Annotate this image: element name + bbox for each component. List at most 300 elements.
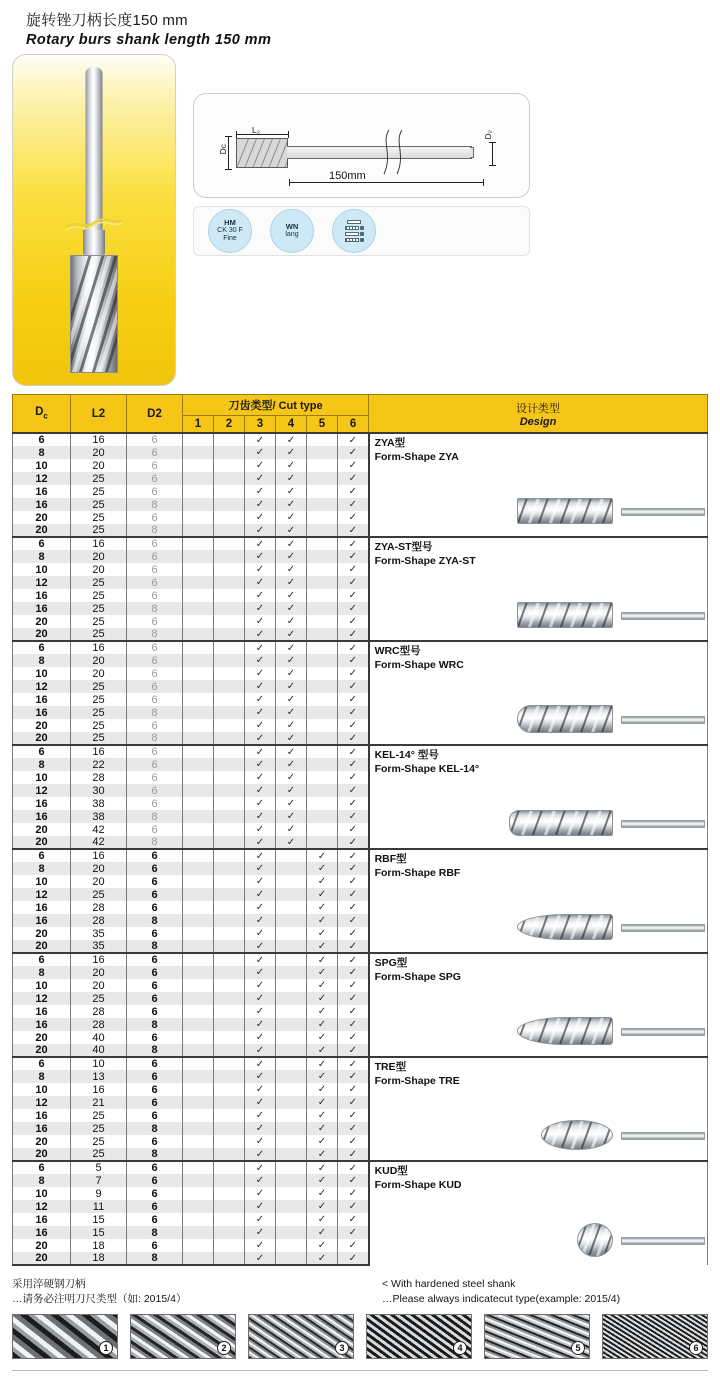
cell-cut-4 [276, 1148, 307, 1161]
cell-d2: 6 [127, 966, 183, 979]
cut-type-sample-1 [12, 1314, 118, 1359]
cell-cut-4-checked: ✓ [276, 446, 307, 459]
cell-cut-6-checked: ✓ [338, 550, 369, 563]
cell-cut-2 [214, 1239, 245, 1252]
cell-cut-5-checked: ✓ [307, 914, 338, 927]
cell-cut-5 [307, 576, 338, 589]
badge-material-line3: Fine [223, 235, 237, 243]
cell-cut-4-checked: ✓ [276, 472, 307, 485]
cell-cut-3-checked: ✓ [245, 485, 276, 498]
cell-cut-5-checked: ✓ [307, 1148, 338, 1161]
cell-cut-2 [214, 745, 245, 758]
burr-head [517, 914, 613, 940]
product-photo-card [12, 54, 176, 386]
cell-cut-5 [307, 719, 338, 732]
cell-l2: 25 [71, 719, 127, 732]
cell-cut-5 [307, 823, 338, 836]
cell-l2: 7 [71, 1174, 127, 1187]
cut-type-sample-5 [484, 1314, 590, 1359]
cell-d2: 6 [127, 953, 183, 966]
cell-cut-2 [214, 641, 245, 654]
cell-d2: 6 [127, 1200, 183, 1213]
cell-cut-4 [276, 1239, 307, 1252]
cell-cut-6-checked: ✓ [338, 537, 369, 550]
cell-dc: 10 [13, 1083, 71, 1096]
cell-cut-3-checked: ✓ [245, 797, 276, 810]
cell-cut-5 [307, 797, 338, 810]
cell-cut-2 [214, 992, 245, 1005]
cell-cut-6-checked: ✓ [338, 914, 369, 927]
cell-cut-6-checked: ✓ [338, 927, 369, 940]
cell-cut-6-checked: ✓ [338, 1122, 369, 1135]
cell-cut-3-checked: ✓ [245, 1187, 276, 1200]
cell-cut-4-checked: ✓ [276, 498, 307, 511]
cell-l2: 20 [71, 550, 127, 563]
cell-cut-3-checked: ✓ [245, 1057, 276, 1070]
cell-cut-2 [214, 979, 245, 992]
cell-dc: 20 [13, 1044, 71, 1057]
cell-d2: 8 [127, 1252, 183, 1265]
cell-cut-4-checked: ✓ [276, 680, 307, 693]
cell-cut-2 [214, 615, 245, 628]
cell-cut-3-checked: ✓ [245, 1174, 276, 1187]
cell-cut-6-checked: ✓ [338, 849, 369, 862]
cell-cut-6-checked: ✓ [338, 836, 369, 849]
cell-cut-4 [276, 1200, 307, 1213]
cell-cut-1 [183, 1083, 214, 1096]
cell-cut-2 [214, 1044, 245, 1057]
cell-l2: 25 [71, 1109, 127, 1122]
cell-dc: 20 [13, 927, 71, 940]
design-label-cn: KEL-14° 型号 [374, 749, 439, 761]
cell-cut-2 [214, 654, 245, 667]
cell-dc: 16 [13, 1122, 71, 1135]
cell-cut-6-checked: ✓ [338, 862, 369, 875]
cell-design-4 [369, 745, 708, 849]
cell-cut-1 [183, 1122, 214, 1135]
cell-cut-2 [214, 524, 245, 537]
cell-cut-2 [214, 1070, 245, 1083]
cell-l2: 16 [71, 1083, 127, 1096]
cell-cut-5-checked: ✓ [307, 1174, 338, 1187]
cell-cut-4 [276, 1018, 307, 1031]
cut-type-number-badge: 3 [335, 1341, 349, 1355]
cell-l2: 25 [71, 693, 127, 706]
cell-cut-1 [183, 1174, 214, 1187]
cell-cut-6-checked: ✓ [338, 1161, 369, 1174]
cell-cut-3-checked: ✓ [245, 836, 276, 849]
cell-cut-4 [276, 849, 307, 862]
cell-cut-2 [214, 836, 245, 849]
col-header-cut-type: 刀齿类型/ Cut type [183, 395, 369, 416]
cell-dc: 20 [13, 732, 71, 745]
cell-cut-6-checked: ✓ [338, 1252, 369, 1265]
product-neck [83, 230, 105, 258]
cell-cut-5-checked: ✓ [307, 901, 338, 914]
cell-d2: 6 [127, 615, 183, 628]
cell-l2: 30 [71, 784, 127, 797]
cell-d2: 8 [127, 1148, 183, 1161]
cell-l2: 16 [71, 849, 127, 862]
cell-dc: 12 [13, 888, 71, 901]
specification-table-wrap [12, 394, 708, 1266]
cell-cut-1 [183, 1070, 214, 1083]
cell-cut-3-checked: ✓ [245, 498, 276, 511]
cell-cut-4-checked: ✓ [276, 706, 307, 719]
cell-cut-6-checked: ✓ [338, 901, 369, 914]
cell-d2: 6 [127, 849, 183, 862]
cell-cut-2 [214, 1187, 245, 1200]
product-cutting-head [70, 255, 118, 373]
cell-cut-4-checked: ✓ [276, 485, 307, 498]
cell-dc: 10 [13, 979, 71, 992]
footer-notes [12, 1277, 708, 1307]
cell-cut-1 [183, 641, 214, 654]
cell-cut-3-checked: ✓ [245, 446, 276, 459]
cell-cut-3-checked: ✓ [245, 966, 276, 979]
cell-l2: 25 [71, 498, 127, 511]
cell-cut-1 [183, 485, 214, 498]
cell-l2: 28 [71, 1005, 127, 1018]
cell-cut-1 [183, 823, 214, 836]
cell-cut-6-checked: ✓ [338, 745, 369, 758]
cell-cut-6-checked: ✓ [338, 1226, 369, 1239]
cell-cut-3-checked: ✓ [245, 927, 276, 940]
cell-cut-6-checked: ✓ [338, 1109, 369, 1122]
cell-cut-2 [214, 888, 245, 901]
cell-cut-5 [307, 784, 338, 797]
cell-cut-1 [183, 836, 214, 849]
cell-l2: 25 [71, 615, 127, 628]
cell-cut-2 [214, 459, 245, 472]
cell-l2: 25 [71, 732, 127, 745]
cell-cut-1 [183, 563, 214, 576]
cell-cut-5 [307, 641, 338, 654]
cell-dc: 16 [13, 485, 71, 498]
burr-shank [621, 1237, 705, 1245]
cell-cut-4 [276, 1226, 307, 1239]
cell-cut-4 [276, 940, 307, 953]
burr-head [577, 1223, 613, 1257]
design-label-en: Form-Shape KUD [374, 1178, 462, 1191]
cell-cut-1 [183, 771, 214, 784]
cell-dc: 8 [13, 1174, 71, 1187]
burr-head [509, 810, 613, 836]
cut-type-number-badge: 5 [571, 1341, 585, 1355]
cell-cut-1 [183, 706, 214, 719]
cell-cut-3-checked: ✓ [245, 589, 276, 602]
cell-dc: 20 [13, 1135, 71, 1148]
cell-cut-1 [183, 992, 214, 1005]
cell-l2: 42 [71, 836, 127, 849]
cell-cut-3-checked: ✓ [245, 524, 276, 537]
cell-cut-4-checked: ✓ [276, 524, 307, 537]
cell-cut-3-checked: ✓ [245, 1161, 276, 1174]
cut-type-sample-2 [130, 1314, 236, 1359]
cell-cut-6-checked: ✓ [338, 1070, 369, 1083]
col-header-cut-5: 5 [307, 416, 338, 434]
cell-l2: 5 [71, 1161, 127, 1174]
cell-l2: 25 [71, 1135, 127, 1148]
cell-cut-2 [214, 823, 245, 836]
packaging-icon [332, 209, 376, 253]
cell-cut-2 [214, 953, 245, 966]
cell-cut-5 [307, 485, 338, 498]
cell-cut-4 [276, 1083, 307, 1096]
cell-cut-1 [183, 1213, 214, 1226]
cell-cut-5-checked: ✓ [307, 1057, 338, 1070]
cell-cut-1 [183, 667, 214, 680]
cell-dc: 16 [13, 914, 71, 927]
cell-cut-5 [307, 459, 338, 472]
cell-cut-1 [183, 758, 214, 771]
col-header-cut-4: 4 [276, 416, 307, 434]
cell-cut-2 [214, 550, 245, 563]
cell-cut-5 [307, 628, 338, 641]
cell-dc: 20 [13, 1252, 71, 1265]
cell-cut-6-checked: ✓ [338, 563, 369, 576]
cell-dc: 6 [13, 849, 71, 862]
cell-cut-1 [183, 615, 214, 628]
cell-dc: 12 [13, 1096, 71, 1109]
cell-cut-5-checked: ✓ [307, 1109, 338, 1122]
cell-cut-5-checked: ✓ [307, 1161, 338, 1174]
cell-cut-3-checked: ✓ [245, 1083, 276, 1096]
cell-cut-1 [183, 784, 214, 797]
cell-dc: 12 [13, 992, 71, 1005]
table-head-row-1 [13, 395, 708, 416]
cell-dc: 20 [13, 719, 71, 732]
cell-cut-1 [183, 1252, 214, 1265]
table-row [13, 1057, 708, 1070]
cell-cut-2 [214, 680, 245, 693]
cell-dc: 16 [13, 810, 71, 823]
cell-d2: 6 [127, 719, 183, 732]
cell-cut-2 [214, 1252, 245, 1265]
cell-cut-4 [276, 875, 307, 888]
cell-cut-1 [183, 940, 214, 953]
cell-cut-1 [183, 732, 214, 745]
cell-cut-2 [214, 1018, 245, 1031]
footer-divider [12, 1370, 708, 1371]
cut-type-sample-3 [248, 1314, 354, 1359]
cell-l2: 16 [71, 745, 127, 758]
cell-cut-4 [276, 1044, 307, 1057]
drawing-cutting-head [236, 138, 288, 168]
cell-dc: 20 [13, 524, 71, 537]
cell-l2: 20 [71, 563, 127, 576]
cell-cut-6-checked: ✓ [338, 589, 369, 602]
cell-cut-1 [183, 875, 214, 888]
design-label-cn: ZYA型 [374, 437, 406, 449]
burr-shank [621, 1028, 705, 1036]
cell-cut-4 [276, 966, 307, 979]
cell-d2: 6 [127, 433, 183, 446]
cell-cut-5 [307, 472, 338, 485]
footer-cn-line1: 采用淬硬钢刀柄 [12, 1278, 86, 1290]
design-label-cn: KUD型 [374, 1165, 408, 1177]
design-label [370, 850, 707, 880]
cell-cut-4 [276, 1161, 307, 1174]
cell-l2: 10 [71, 1057, 127, 1070]
cell-cut-5 [307, 511, 338, 524]
cell-cut-1 [183, 1018, 214, 1031]
cell-cut-4-checked: ✓ [276, 732, 307, 745]
drawing-length-label: 150mm [329, 170, 366, 182]
cell-cut-4-checked: ✓ [276, 550, 307, 563]
cell-l2: 20 [71, 966, 127, 979]
cell-cut-2 [214, 693, 245, 706]
cell-d2: 8 [127, 1018, 183, 1031]
cell-cut-1 [183, 1239, 214, 1252]
cell-dc: 8 [13, 550, 71, 563]
cell-cut-5 [307, 732, 338, 745]
cell-cut-2 [214, 1083, 245, 1096]
cell-cut-3-checked: ✓ [245, 849, 276, 862]
cell-cut-5-checked: ✓ [307, 875, 338, 888]
cell-cut-6-checked: ✓ [338, 1044, 369, 1057]
cell-cut-2 [214, 1213, 245, 1226]
cell-cut-1 [183, 1044, 214, 1057]
cell-d2: 6 [127, 771, 183, 784]
design-label-en: Form-Shape WRC [374, 658, 464, 671]
cell-cut-4 [276, 1252, 307, 1265]
cell-l2: 35 [71, 940, 127, 953]
cell-cut-4-checked: ✓ [276, 836, 307, 849]
cell-cut-3-checked: ✓ [245, 888, 276, 901]
cell-l2: 20 [71, 459, 127, 472]
cell-d2: 8 [127, 1122, 183, 1135]
product-shank [86, 67, 103, 237]
cell-dc: 10 [13, 875, 71, 888]
burr-illustration [509, 808, 705, 842]
cell-design-1 [369, 433, 708, 537]
col-header-cut-6: 6 [338, 416, 369, 434]
cell-cut-1 [183, 576, 214, 589]
cell-cut-3-checked: ✓ [245, 1213, 276, 1226]
cell-d2: 6 [127, 446, 183, 459]
cell-cut-5 [307, 550, 338, 563]
design-label-en: Form-Shape SPG [374, 970, 461, 983]
cell-cut-1 [183, 589, 214, 602]
cell-l2: 25 [71, 602, 127, 615]
cell-cut-3-checked: ✓ [245, 810, 276, 823]
technical-drawing-card [193, 93, 530, 198]
cell-cut-6-checked: ✓ [338, 1083, 369, 1096]
cell-d2: 6 [127, 797, 183, 810]
design-label [370, 954, 707, 984]
cell-dc: 6 [13, 1161, 71, 1174]
cell-l2: 25 [71, 511, 127, 524]
cell-cut-1 [183, 524, 214, 537]
design-label-en: Form-Shape TRE [374, 1074, 460, 1087]
cell-cut-4-checked: ✓ [276, 576, 307, 589]
cell-l2: 42 [71, 823, 127, 836]
cell-d2: 6 [127, 693, 183, 706]
cell-l2: 20 [71, 446, 127, 459]
badge-material-line1: HM [224, 217, 236, 227]
cell-cut-6-checked: ✓ [338, 485, 369, 498]
cell-d2: 8 [127, 1044, 183, 1057]
cell-cut-6-checked: ✓ [338, 680, 369, 693]
cell-l2: 28 [71, 771, 127, 784]
cut-type-number-badge: 2 [217, 1341, 231, 1355]
cell-cut-6-checked: ✓ [338, 576, 369, 589]
cell-dc: 6 [13, 745, 71, 758]
col-header-d2: D2 [127, 395, 183, 434]
cell-cut-3-checked: ✓ [245, 667, 276, 680]
cell-cut-3-checked: ✓ [245, 511, 276, 524]
design-label [370, 1162, 707, 1192]
table-head [13, 395, 708, 434]
cell-l2: 25 [71, 524, 127, 537]
col-header-dc: $D_c$ [13, 395, 71, 434]
cell-d2: 6 [127, 576, 183, 589]
badge-shank-length [270, 209, 314, 253]
table-row [13, 641, 708, 654]
drawing-shank-tip [470, 147, 474, 158]
cell-cut-1 [183, 1135, 214, 1148]
cell-cut-6-checked: ✓ [338, 602, 369, 615]
cell-cut-4 [276, 927, 307, 940]
cell-l2: 25 [71, 992, 127, 1005]
cell-dc: 16 [13, 1226, 71, 1239]
cell-d2: 6 [127, 667, 183, 680]
cell-cut-3-checked: ✓ [245, 472, 276, 485]
cell-cut-5-checked: ✓ [307, 979, 338, 992]
cell-d2: 8 [127, 1226, 183, 1239]
cell-cut-1 [183, 927, 214, 940]
cell-d2: 6 [127, 472, 183, 485]
cell-d2: 6 [127, 875, 183, 888]
cell-cut-1 [183, 550, 214, 563]
cell-cut-6-checked: ✓ [338, 654, 369, 667]
cell-cut-2 [214, 1031, 245, 1044]
cell-cut-6-checked: ✓ [338, 1031, 369, 1044]
cell-cut-1 [183, 459, 214, 472]
cell-d2: 6 [127, 992, 183, 1005]
cell-d2: 6 [127, 862, 183, 875]
cell-cut-6-checked: ✓ [338, 706, 369, 719]
cell-dc: 10 [13, 771, 71, 784]
footer-note-cn [12, 1277, 360, 1307]
cell-cut-6-checked: ✓ [338, 1200, 369, 1213]
design-label-en: Form-Shape ZYA [374, 450, 459, 463]
cell-cut-3-checked: ✓ [245, 862, 276, 875]
cell-dc: 10 [13, 1187, 71, 1200]
cell-d2: 6 [127, 680, 183, 693]
cell-l2: 11 [71, 1200, 127, 1213]
table-body [13, 433, 708, 1265]
cell-d2: 6 [127, 823, 183, 836]
cell-l2: 18 [71, 1252, 127, 1265]
cell-cut-6-checked: ✓ [338, 446, 369, 459]
cell-cut-2 [214, 901, 245, 914]
cell-cut-5 [307, 836, 338, 849]
cell-cut-6-checked: ✓ [338, 940, 369, 953]
cell-cut-3-checked: ✓ [245, 1135, 276, 1148]
cell-cut-4 [276, 1057, 307, 1070]
cell-l2: 16 [71, 433, 127, 446]
cell-cut-5-checked: ✓ [307, 1213, 338, 1226]
cell-cut-5 [307, 680, 338, 693]
cell-cut-1 [183, 953, 214, 966]
cell-cut-5 [307, 771, 338, 784]
cell-cut-2 [214, 927, 245, 940]
cell-cut-5 [307, 602, 338, 615]
cell-cut-5 [307, 433, 338, 446]
cell-cut-4-checked: ✓ [276, 758, 307, 771]
